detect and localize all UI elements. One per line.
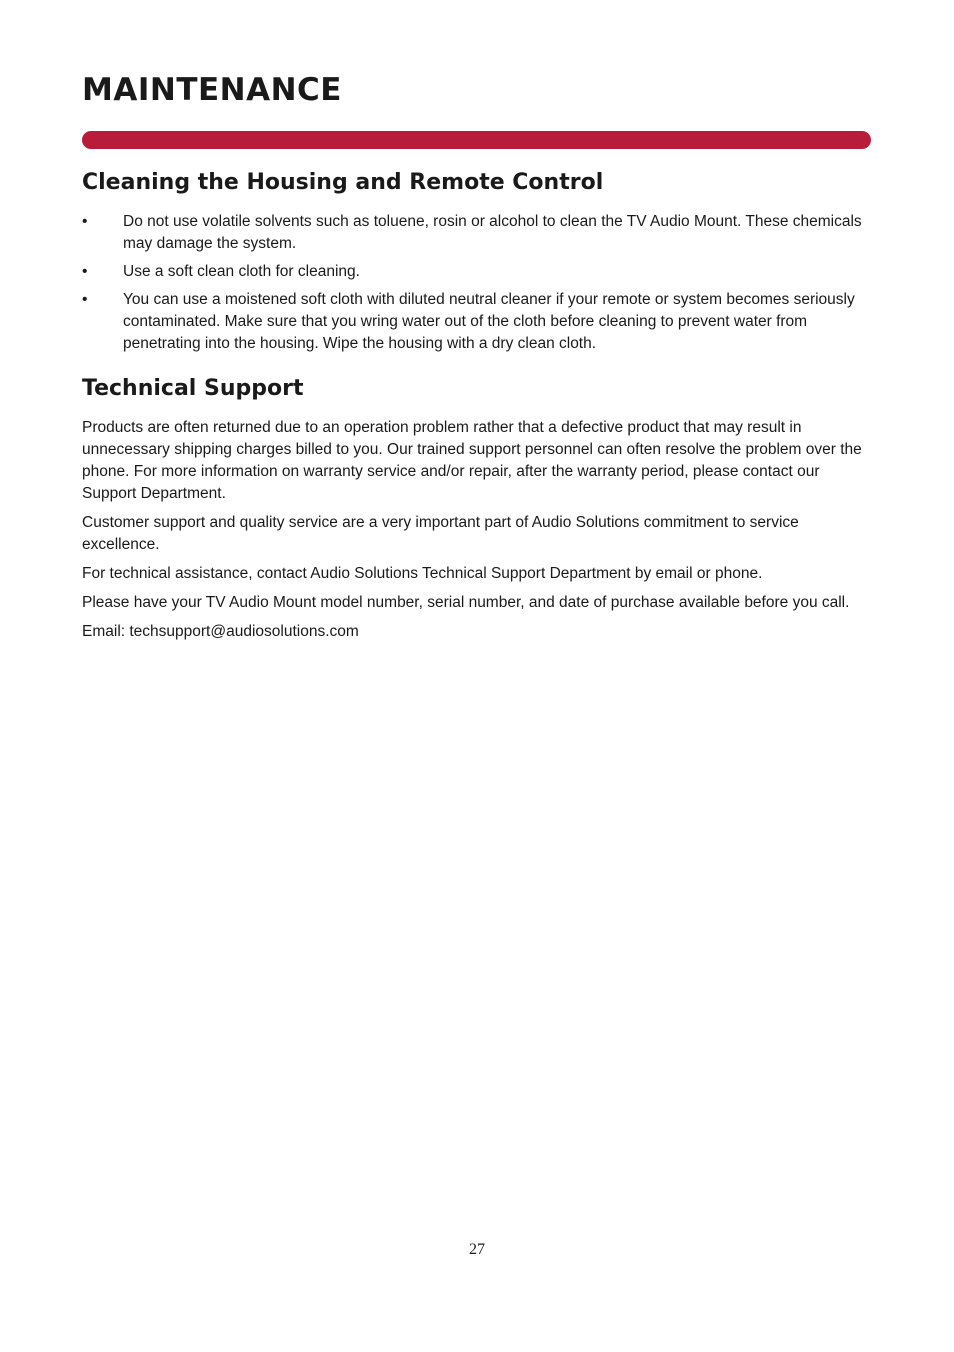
- list-item-text: Do not use volatile solvents such as toluene, rosin or alcohol to clean the TV Audio Mount. These chemicals may damage the system.: [123, 213, 862, 252]
- bullet-icon: •: [82, 213, 88, 230]
- support-email: Email: techsupport@audiosolutions.com: [82, 623, 359, 640]
- support-paragraph: Please have your TV Audio Mount model number, serial number, and date of purchase available before you call.: [82, 594, 850, 611]
- page-number: 27: [469, 1241, 485, 1258]
- support-paragraph: For technical assistance, contact Audio Solutions Technical Support Department by email or phone.: [82, 565, 763, 582]
- list-item: [82, 289, 872, 355]
- list-item-text: Use a soft clean cloth for cleaning.: [123, 263, 360, 280]
- section-heading-technical-support: Technical Support: [82, 376, 304, 401]
- bullet-icon: •: [82, 291, 88, 308]
- page-title: MAINTENANCE: [82, 72, 342, 108]
- support-paragraph: Products are often returned due to an operation problem rather that a defective product that may result in unnecessary shipping charges billed to you. Our trained support personnel can often resolve the problem over the phone. For more information on warranty service and/or repair, after the warranty period, please contact our Support Department.: [82, 419, 862, 502]
- bullet-icon: •: [82, 263, 88, 280]
- list-item-text: You can use a moistened soft cloth with diluted neutral cleaner if your remote or system becomes seriously contaminated. Make sure that you wring water out of the cloth before cleaning to prevent water from penetrating into the housing. Wipe the housing with a dry clean cloth.: [123, 291, 855, 352]
- list-item: [82, 211, 872, 255]
- support-paragraph: Customer support and quality service are a very important part of Audio Solutions commitment to service excellence.: [82, 514, 799, 553]
- section-heading-cleaning: Cleaning the Housing and Remote Control: [82, 170, 604, 195]
- technical-support-body: [82, 417, 872, 650]
- list-item: [82, 261, 872, 283]
- cleaning-bullet-list: [82, 211, 872, 361]
- title-underline-bar: [82, 131, 871, 149]
